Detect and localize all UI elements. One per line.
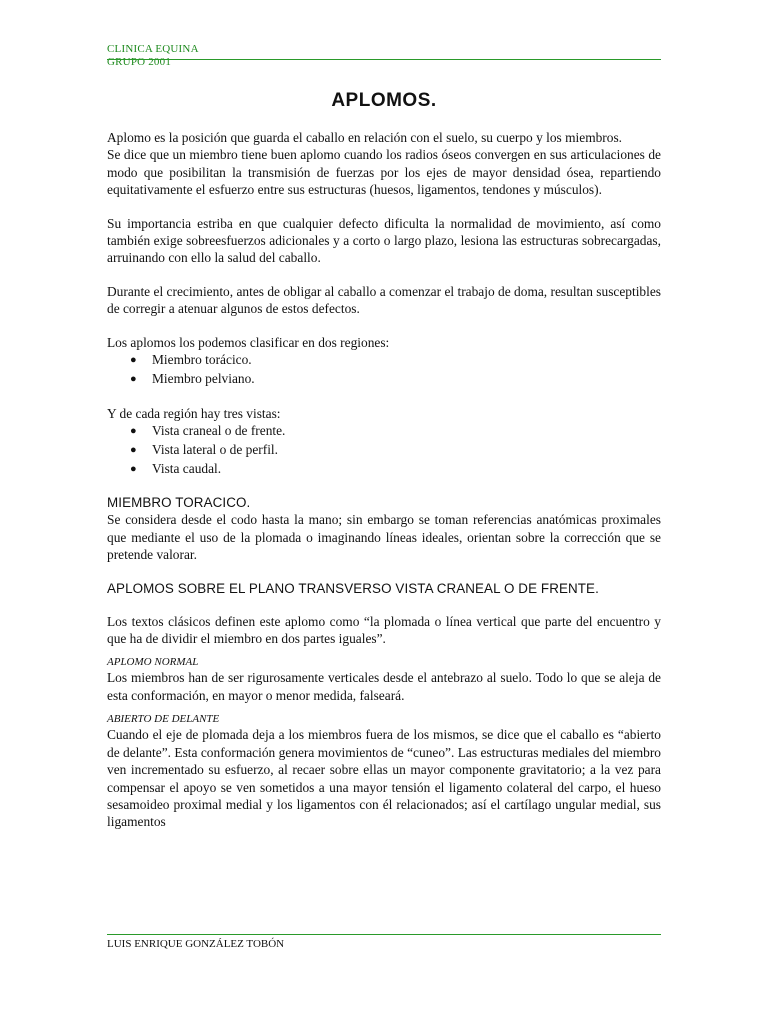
page-header xyxy=(107,43,661,69)
list-item: ● Vista lateral o de perfil. xyxy=(107,441,661,460)
paragraph-views-intro: Y de cada región hay tres vistas: xyxy=(107,405,281,421)
paragraph-importance: Su importancia estriba en que cualquier defecto dificulta la normalidad de movimiento, así como también exige sobreesfuerzos adicionales y a corto o largo plazo, lesiona las estructuras sobrecargadas, arruinando con ello la salud del caballo. xyxy=(107,215,661,266)
bullet-icon: ● xyxy=(130,354,137,367)
paragraph-abierto: Cuando el eje de plomada deja a los miembros fuera de los mismos, se dice que el caballo es “abierto de delante”. Esta conformación genera movimientos de “cuneo”. Las estructuras mediales del miembro ven incrementado su esfuerzo, al recaer sobre ellas un mayor componente gravitatorio; a la vez para compensar el apoyo se ven sometidos a una mayor tensión el ligamento colateral del carpo, el hueso sesamoideo proximal medial y los ligamentos con él relacionados; así el cartílago ungular medial, sus ligamentos xyxy=(107,727,661,830)
list-item: ● Miembro torácico. xyxy=(107,351,661,370)
paragraph-thoracic: Se considera desde el codo hasta la mano; sin embargo se toman referencias anatómicas proximales que mediante el uso de la plomada o imaginando líneas ideales, orientan sobre la corrección que se pretende valorar. xyxy=(107,512,661,563)
section-heading-transverse: APLOMOS SOBRE EL PLANO TRANSVERSO VISTA CRANEAL O DE FRENTE. xyxy=(107,580,599,596)
subheading-normal: APLOMO NORMAL xyxy=(107,656,199,669)
bullet-icon: ● xyxy=(130,372,137,385)
footer-author: LUIS ENRIQUE GONZÁLEZ TOBÓN xyxy=(107,938,285,950)
subheading-abierto: ABIERTO DE DELANTE xyxy=(107,713,220,726)
regions-list xyxy=(107,351,661,389)
bullet-icon: ● xyxy=(130,425,137,438)
list-item: ● Vista craneal o de frente. xyxy=(107,422,661,441)
paragraph-definition: Aplomo es la posición que guarda el caballo en relación con el suelo, su cuerpo y los miembros. xyxy=(107,130,623,145)
list-item: ● Miembro pelviano. xyxy=(107,370,661,389)
paragraph-normal: Los miembros han de ser rigurosamente verticales desde el antebrazo al suelo. Todo lo que se aleja de esta conformación, en mayor o menor medida, falseará. xyxy=(107,670,661,703)
section-heading-thoracic: MIEMBRO TORACICO. xyxy=(107,495,251,511)
paragraph-regions-intro: Los aplomos los podemos clasificar en dos regiones: xyxy=(107,334,390,350)
header-rule xyxy=(107,59,661,60)
paragraph-good-aplomo: Se dice que un miembro tiene buen aplomo cuando los radios óseos convergen en sus articulaciones de modo que posibilitan la transmisión de fuerzas por los ejes de mayor densidad ósea, repartiendo equitativamente el esfuerzo entre sus estructuras (huesos, ligamentos, tendones y músculos). xyxy=(107,147,661,198)
list-item: ● Vista caudal. xyxy=(107,460,661,479)
views-list xyxy=(107,422,661,478)
paragraph-classic-texts: Los textos clásicos definen este aplomo como “la plomada o línea vertical que parte del encuentro y que ha de dividir el miembro en dos partes iguales”. xyxy=(107,613,661,647)
footer-rule xyxy=(107,934,661,935)
header-clinic: CLINICA EQUINA xyxy=(107,43,199,55)
document-title: APLOMOS. xyxy=(331,90,437,111)
paragraph-growth: Durante el crecimiento, antes de obligar al caballo a comenzar el trabajo de doma, resultan susceptibles de corregir a atenuar algunos de estos defectos. xyxy=(107,283,661,317)
document-body xyxy=(107,129,661,831)
header-group: GRUPO 2001 xyxy=(107,56,172,68)
bullet-icon: ● xyxy=(130,462,137,475)
bullet-icon: ● xyxy=(130,443,137,456)
